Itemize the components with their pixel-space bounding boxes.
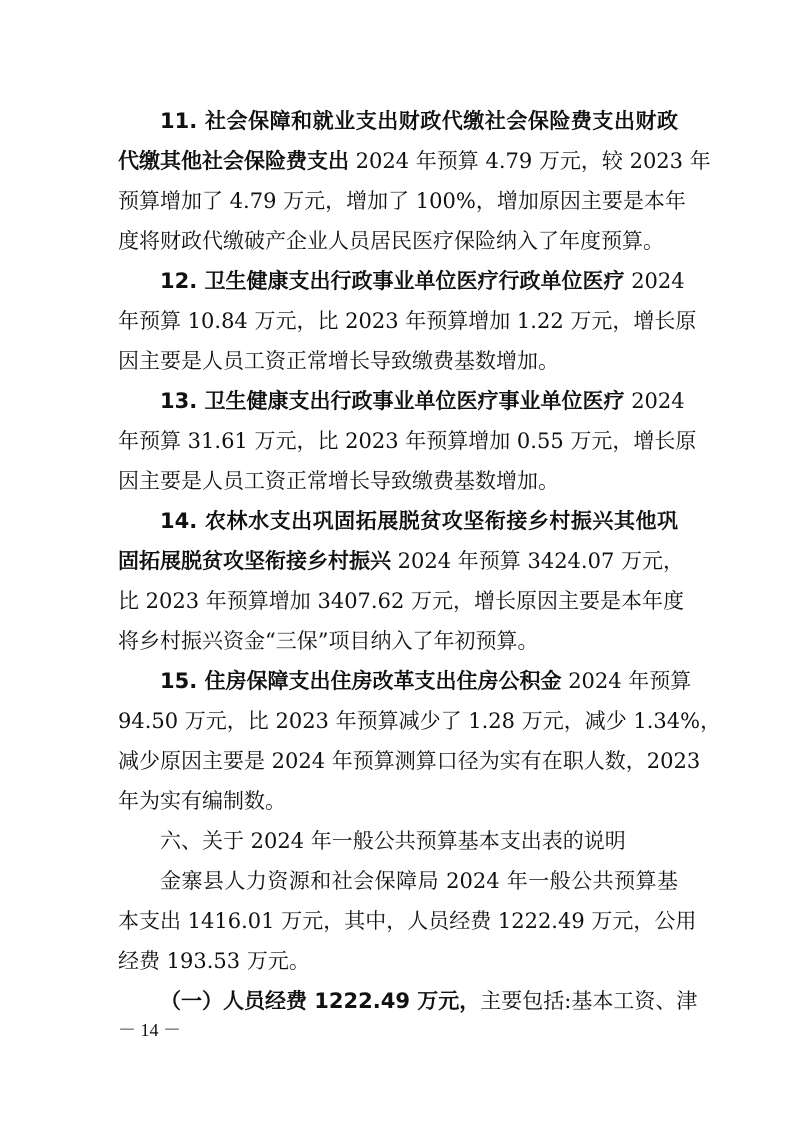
item-11-line-3: 预算增加了 4.79 万元，增加了 100%，增加原因主要是本年 [118, 189, 686, 213]
personnel-text: 主要包括:基本工资、津 [480, 989, 698, 1013]
item-14-line-1 [160, 506, 678, 536]
item-12-line-2: 年预算 10.84 万元，比 2023 年预算增加 1.22 万元，增长原 [118, 309, 697, 333]
item-13-line-2: 年预算 31.61 万元，比 2023 年预算增加 0.55 万元，增长原 [118, 429, 697, 453]
item-14-heading-cont: 固拓展脱贫攻坚衔接乡村振兴 [118, 549, 391, 573]
summary-line-3: 经费 193.53 万元。 [118, 949, 310, 973]
item-13-heading: 13. 卫生健康支出行政事业单位医疗事业单位医疗 [160, 389, 625, 413]
item-12-line-3: 因主要是人员工资正常增长导致缴费基数增加。 [118, 349, 559, 373]
item-14-heading: 14. 农林水支出巩固拓展脱贫攻坚衔接乡村振兴其他巩 [160, 509, 678, 533]
item-12-heading: 12. 卫生健康支出行政事业单位医疗行政单位医疗 [160, 269, 625, 293]
item-12-line-1 [160, 266, 685, 296]
section-title: 六、关于 2024 年一般公共预算基本支出表的说明 [160, 829, 626, 853]
item-13-text: 2024 [624, 389, 685, 413]
item-11-line-4: 度将财政代缴破产企业人员居民医疗保险纳入了年度预算。 [118, 229, 664, 253]
item-11-heading-cont: 代缴其他社会保险费支出 [118, 149, 349, 173]
personnel-line [160, 986, 698, 1016]
item-13-line-3: 因主要是人员工资正常增长导致缴费基数增加。 [118, 469, 559, 493]
item-11-line-2 [118, 146, 711, 176]
item-11-heading: 11. 社会保障和就业支出财政代缴社会保险费支出财政 [160, 109, 678, 133]
item-12-text: 2024 [624, 269, 685, 293]
item-14-line-4: 将乡村振兴资金“三保”项目纳入了年初预算。 [118, 629, 539, 653]
item-13-line-1 [160, 386, 685, 416]
item-14-line-2 [118, 546, 684, 576]
personnel-heading: （一）人员经费 1222.49 万元， [160, 989, 481, 1013]
summary-line-2: 本支出 1416.01 万元，其中，人员经费 1222.49 万元，公用 [118, 909, 697, 933]
item-15-text: 2024 年预算 [561, 669, 692, 693]
summary-line-1: 金寨县人力资源和社会保障局 2024 年一般公共预算基 [160, 869, 678, 893]
page-number: － 14 － [118, 1020, 181, 1040]
item-11-text: 2024 年预算 4.79 万元，较 2023 年 [349, 149, 711, 173]
item-11-line-1 [160, 106, 678, 136]
item-15-line-4: 年为实有编制数。 [118, 789, 286, 813]
item-14-text: 2024 年预算 3424.07 万元， [391, 549, 684, 573]
item-15-line-1 [160, 666, 692, 696]
item-15-heading: 15. 住房保障支出住房改革支出住房公积金 [160, 669, 562, 693]
item-15-line-3: 减少原因主要是 2024 年预算测算口径为实有在职人数，2023 [118, 749, 701, 773]
item-15-line-2: 94.50 万元，比 2023 年预算减少了 1.28 万元，减少 1.34%， [118, 709, 722, 733]
item-14-line-3: 比 2023 年预算增加 3407.62 万元，增长原因主要是本年度 [118, 589, 684, 613]
